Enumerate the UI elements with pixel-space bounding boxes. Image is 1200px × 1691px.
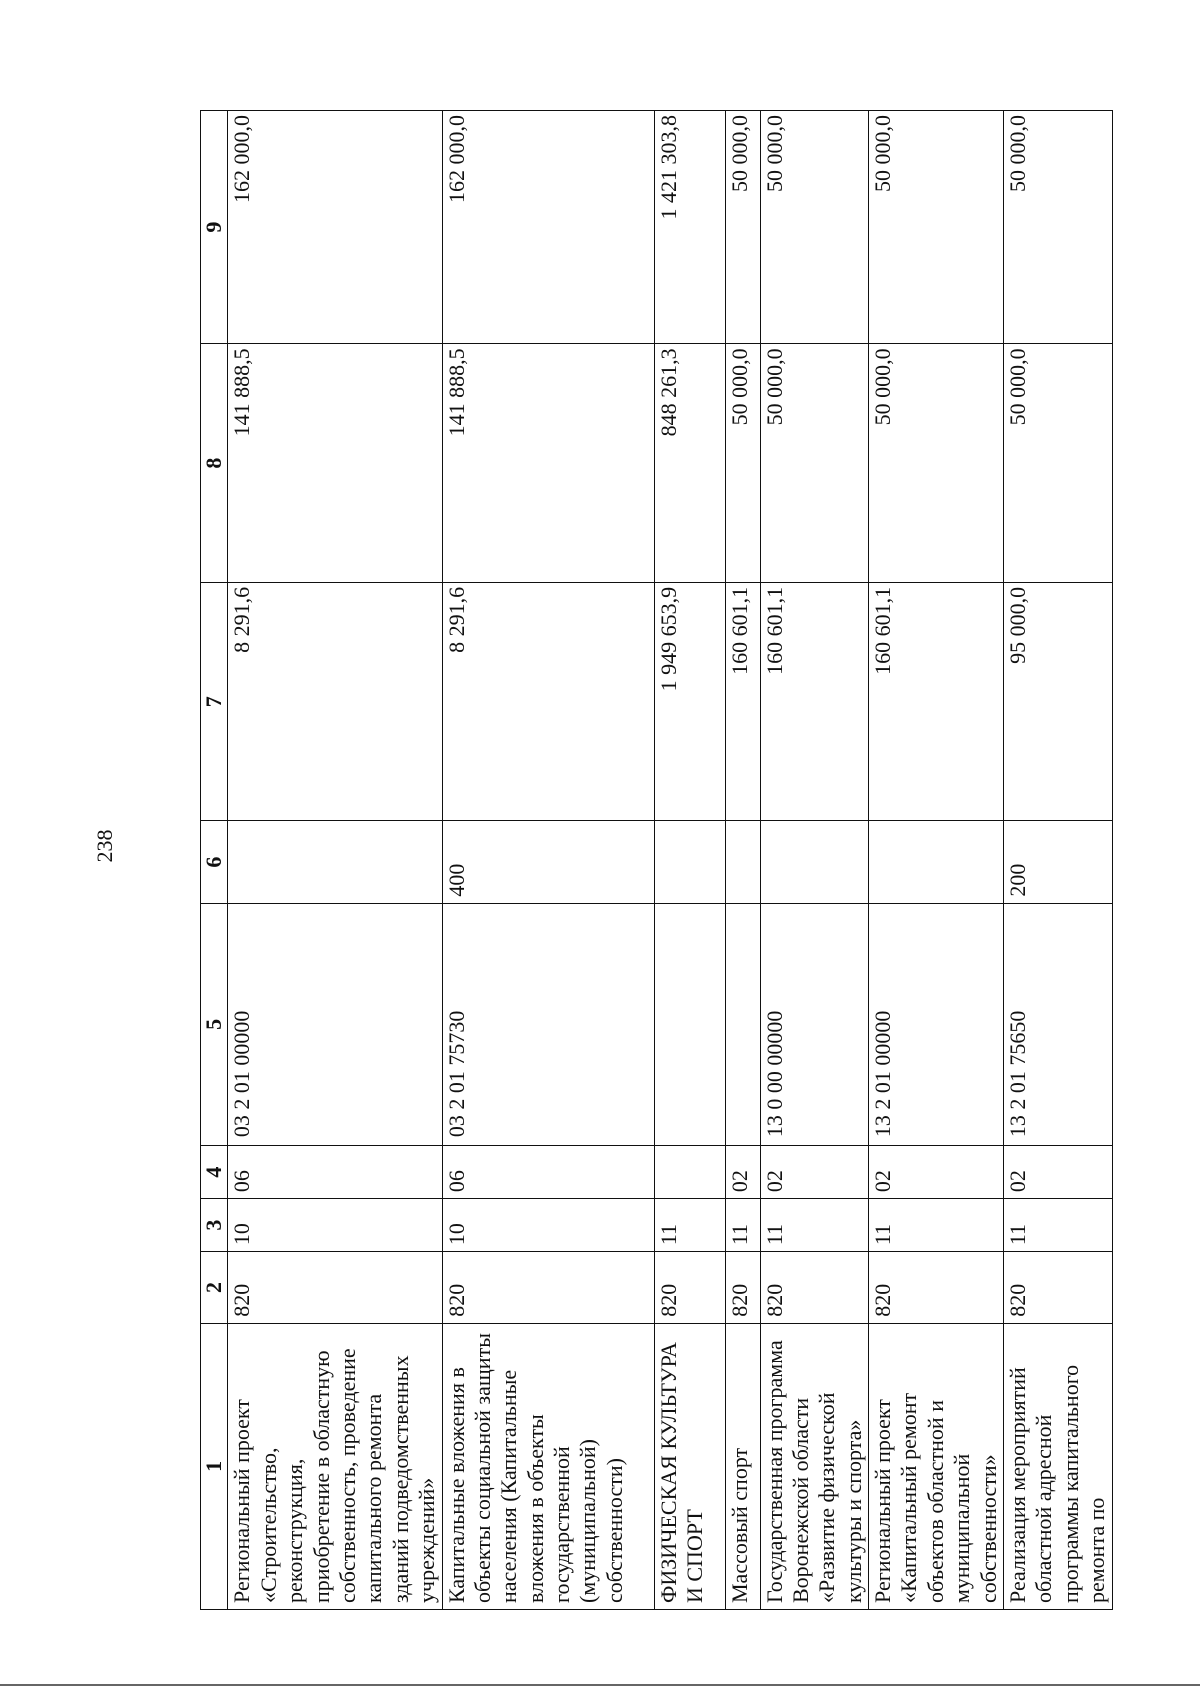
row-name-cell: Государственная программа Воронежской области «Развитие физической культуры и спорта» (760, 1323, 869, 1609)
cell-col4: 02 (1004, 1146, 1113, 1199)
cell-col2: 820 (228, 1252, 442, 1324)
cell-col6: 200 (1004, 821, 1113, 903)
cell-col4: 06 (228, 1146, 442, 1199)
column-header: 9 (201, 111, 228, 344)
cell-col5: 13 0 00 00000 (760, 903, 869, 1146)
scan-bottom-edge (0, 1684, 1200, 1686)
cell-col7: 160 601,1 (760, 582, 869, 821)
table-row (760, 111, 869, 1610)
cell-col7: 8 291,6 (228, 582, 442, 821)
cell-col6 (228, 821, 442, 903)
cell-col2: 820 (725, 1252, 760, 1324)
cell-col3: 10 (442, 1199, 654, 1252)
cell-col9: 1 421 303,8 (654, 111, 725, 344)
cell-col5: 13 2 01 75650 (1004, 903, 1113, 1146)
cell-col9: 50 000,0 (1004, 111, 1113, 344)
cell-col6 (725, 821, 760, 903)
cell-col5: 03 2 01 75730 (442, 903, 654, 1146)
cell-col5 (654, 903, 725, 1146)
cell-col4: 02 (869, 1146, 1004, 1199)
cell-col2: 820 (869, 1252, 1004, 1324)
table-row (725, 111, 760, 1610)
cell-col3: 11 (654, 1199, 725, 1252)
column-header: 5 (201, 903, 228, 1146)
cell-col7: 160 601,1 (725, 582, 760, 821)
column-header: 6 (201, 821, 228, 903)
column-header: 1 (201, 1323, 228, 1609)
cell-col9: 50 000,0 (869, 111, 1004, 344)
row-name-cell: ФИЗИЧЕСКАЯ КУЛЬТУРА И СПОРТ (654, 1323, 725, 1609)
column-header: 2 (201, 1252, 228, 1324)
column-header: 8 (201, 344, 228, 583)
row-name-cell: Реализация мероприятий областной адресной программы капитального ремонта по (1004, 1323, 1113, 1609)
cell-col8: 50 000,0 (869, 344, 1004, 583)
header-row (201, 111, 228, 1610)
cell-col5 (725, 903, 760, 1146)
rotated-table-container (200, 110, 1110, 1610)
cell-col4: 06 (442, 1146, 654, 1199)
cell-col9: 50 000,0 (760, 111, 869, 344)
cell-col8: 50 000,0 (760, 344, 869, 583)
page-number: 238 (92, 829, 117, 863)
column-header: 4 (201, 1146, 228, 1199)
cell-col6: 400 (442, 821, 654, 903)
budget-table (200, 110, 1113, 1610)
cell-col2: 820 (442, 1252, 654, 1324)
cell-col7: 160 601,1 (869, 582, 1004, 821)
cell-col8: 848 261,3 (654, 344, 725, 583)
cell-col3: 10 (228, 1199, 442, 1252)
cell-col2: 820 (1004, 1252, 1113, 1324)
row-name-cell: Региональный проект «Строительство, реконструкция, приобретение в областную собственность, проведение капитального ремонта зданий подведомственных учреждений» (228, 1323, 442, 1609)
cell-col2: 820 (654, 1252, 725, 1324)
cell-col6 (760, 821, 869, 903)
row-name-cell: Массовый спорт (725, 1323, 760, 1609)
cell-col9: 162 000,0 (442, 111, 654, 344)
cell-col8: 141 888,5 (228, 344, 442, 583)
table-row (228, 111, 442, 1610)
cell-col8: 141 888,5 (442, 344, 654, 583)
row-name-cell: Капитальные вложения в объекты социальной защиты населения (Капитальные вложения в объекты государственной (муниципальной) собственности) (442, 1323, 654, 1609)
table-row (1004, 111, 1113, 1610)
table-row (869, 111, 1004, 1610)
cell-col6 (869, 821, 1004, 903)
table-row (654, 111, 725, 1610)
cell-col4: 02 (760, 1146, 869, 1199)
row-name-cell: Региональный проект «Капитальный ремонт объектов областной и муниципальной собственности» (869, 1323, 1004, 1609)
cell-col7: 1 949 653,9 (654, 582, 725, 821)
cell-col3: 11 (869, 1199, 1004, 1252)
column-header: 7 (201, 582, 228, 821)
cell-col3: 11 (1004, 1199, 1113, 1252)
cell-col5: 13 2 01 00000 (869, 903, 1004, 1146)
cell-col5: 03 2 01 00000 (228, 903, 442, 1146)
table-row (442, 111, 654, 1610)
cell-col9: 50 000,0 (725, 111, 760, 344)
cell-col8: 50 000,0 (1004, 344, 1113, 583)
cell-col3: 11 (760, 1199, 869, 1252)
column-header: 3 (201, 1199, 228, 1252)
cell-col8: 50 000,0 (725, 344, 760, 583)
cell-col4: 02 (725, 1146, 760, 1199)
cell-col6 (654, 821, 725, 903)
cell-col9: 162 000,0 (228, 111, 442, 344)
cell-col3: 11 (725, 1199, 760, 1252)
cell-col7: 8 291,6 (442, 582, 654, 821)
cell-col4 (654, 1146, 725, 1199)
cell-col7: 95 000,0 (1004, 582, 1113, 821)
cell-col2: 820 (760, 1252, 869, 1324)
